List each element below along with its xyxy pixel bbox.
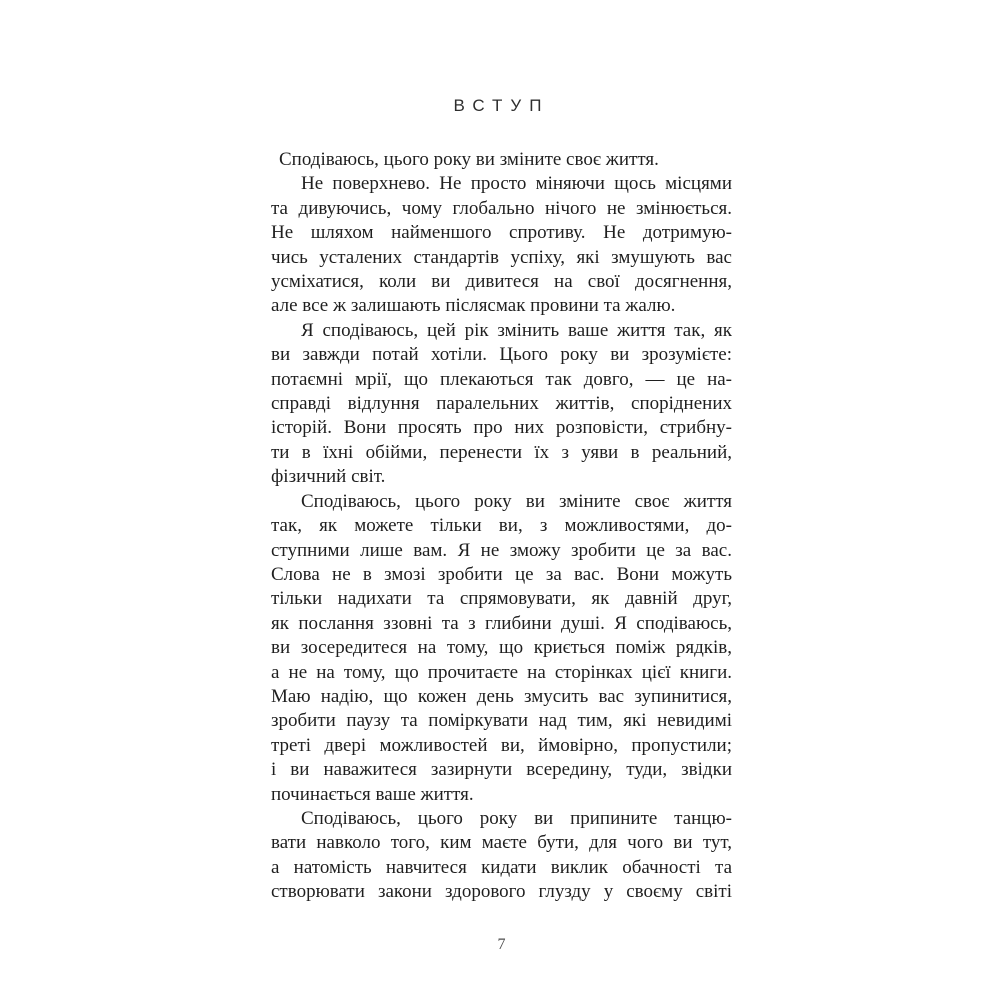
text-line: фізичний світ.	[271, 466, 386, 488]
text-line: створювати закони здорового глузду у своєму світі	[271, 881, 732, 903]
paragraph	[271, 807, 732, 905]
text-line: та дивуючись, чому глобально нічого не змінюється.	[271, 197, 732, 219]
text-line: а натомість навчитеся кидати виклик обачності та	[271, 856, 732, 878]
text-line: тільки надихати та спрямовувати, як давній друг,	[271, 588, 732, 610]
text-line: ступними лише вам. Я не зможу зробити це за вас.	[271, 539, 732, 561]
text-line: зробити паузу та поміркувати над тим, які невидимі	[271, 710, 732, 732]
text-line: справді відлуння паралельних життів, споріднених	[271, 393, 732, 415]
text-line: вати навколо того, ким маєте бути, для чого ви тут,	[271, 832, 732, 854]
text-line: чись усталених стандартів успіху, які змушують вас	[271, 246, 732, 268]
text-column	[271, 148, 732, 905]
text-line: усміхатися, коли ви дивитеся на свої досягнення,	[271, 271, 732, 293]
paragraph	[271, 148, 732, 172]
text-line: і ви наважитеся зазирнути всередину, туди, звідки	[271, 759, 732, 781]
text-line: Сподіваюсь, цього року ви зміните своє життя	[301, 490, 732, 512]
text-line: Я сподіваюсь, цей рік змінить ваше життя так, як	[301, 319, 732, 341]
text-line: Не поверхнево. Не просто міняючи щось місцями	[301, 173, 732, 195]
text-line: історій. Вони просять про них розповісти, стрибну-	[271, 417, 732, 439]
paragraph	[271, 172, 732, 318]
text-line: Не шляхом найменшого спротиву. Не дотримую-	[271, 222, 732, 244]
text-line: ви завжди потай хотіли. Цього року ви зрозумієте:	[271, 344, 732, 366]
text-line: ви зосередитеся на тому, що криється поміж рядків,	[271, 637, 732, 659]
text-line: Маю надію, що кожен день змусить вас зупинитися,	[271, 685, 732, 707]
text-line: як послання ззовні та з глибини душі. Я сподіваюсь,	[271, 612, 732, 634]
chapter-title: ВСТУП	[453, 96, 550, 115]
paragraph	[271, 490, 732, 807]
paragraph	[271, 319, 732, 490]
page-number: 7	[497, 936, 506, 953]
text-line: так, як можете тільки ви, з можливостями, до-	[271, 515, 732, 537]
text-line: потаємні мрії, що плекаються так довго, — це на-	[271, 368, 732, 390]
text-line: Сподіваюсь, цього року ви зміните своє життя.	[279, 149, 659, 170]
text-line: треті двері можливостей ви, ймовірно, пропустили;	[271, 734, 732, 756]
text-line: Слова не в змозі зробити це за вас. Вони можуть	[271, 563, 732, 585]
text-line: а не на тому, що прочитаєте на сторінках цієї книги.	[271, 661, 732, 683]
text-line: Сподіваюсь, цього року ви припините танцю-	[301, 807, 732, 829]
text-line: починається ваше життя.	[271, 783, 474, 805]
text-line: але все ж залишають післясмак провини та жалю.	[271, 295, 676, 317]
text-line: ти в їхні обійми, перенести їх з уяви в реальний,	[271, 441, 732, 463]
